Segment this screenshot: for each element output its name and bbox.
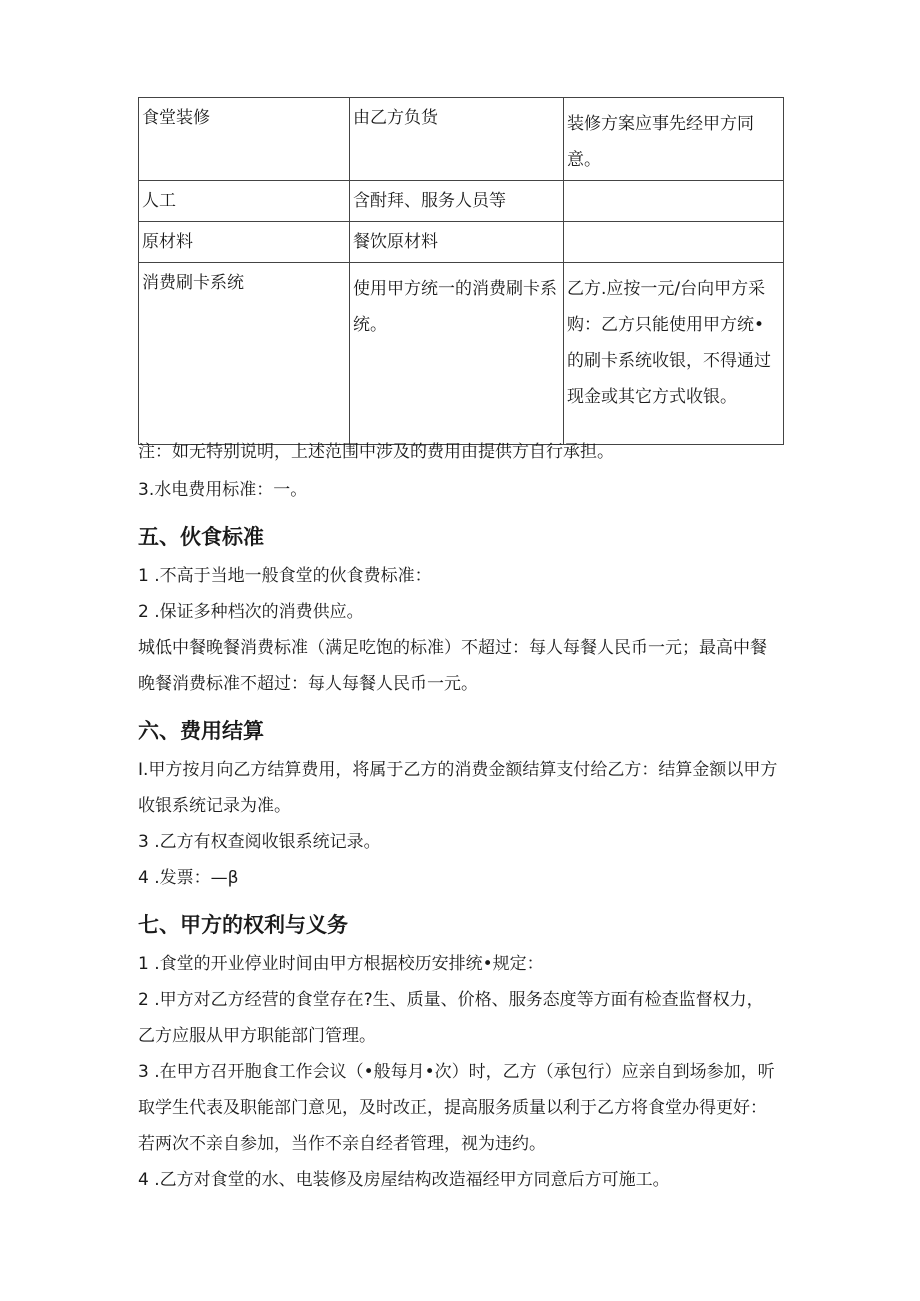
- note-line: 注：如无特别说明，上述范围中涉及的费用由提供方自行承担。: [138, 442, 614, 462]
- scope-table: [138, 97, 784, 445]
- section6-item-4: 4 .发票：—β: [138, 868, 239, 888]
- table-row: [139, 222, 784, 263]
- section6-heading: 六、费用结算: [138, 719, 264, 743]
- section5-item-2: 2 .保证多种档次的消费供应。: [138, 602, 364, 622]
- section5-item-1: 1 .不高于当地一般食堂的伙食费标准：: [138, 566, 432, 586]
- section7-item-4: 4 .乙方对食堂的水、电装修及房屋结构改造福经甲方同意后方可施工。: [138, 1170, 670, 1190]
- table-cell-content: 使用甲方统一的消费刷卡系统。: [350, 263, 564, 445]
- table-cell-item: 人工: [139, 181, 350, 222]
- table-cell-note: 装修方案应事先经甲方同意。: [564, 98, 784, 181]
- table-cell-note: [564, 181, 784, 222]
- section7-heading: 七、甲方的权利与义务: [138, 913, 348, 937]
- section7-item-1: 1 .食堂的开业停业时间由甲方根据校历安排统•规定：: [138, 954, 544, 974]
- table-row: [139, 98, 784, 181]
- section5-heading: 五、伙食标准: [138, 525, 264, 549]
- section7-item-3: 3 .在甲方召开胞食工作会议（•般每月•次）时，乙方（承包行）应亲自到场参加，听取学生代表及职能部门意见，及时改正，提高服务质量以利于乙方将食堂办得更好：若两次不亲自参加，当作不亲自经者管理，视为违约。: [138, 1062, 775, 1154]
- section6-item-1: I.甲方按月向乙方结算费用，将属于乙方的消费金额结算支付给乙方：结算金额以甲方收银系统记录为准。: [138, 760, 778, 816]
- table-cell-note: [564, 222, 784, 263]
- section5-meal-standard: 城低中餐晚餐消费标准（满足吃饱的标准）不超过：每人每餐人民币一元；最高中餐晚餐消费标准不超过：每人每餐人民币一元。: [138, 638, 767, 694]
- table-row: [139, 181, 784, 222]
- section7-item-2: 2 .甲方对乙方经营的食堂存在?生、质量、价格、服务态度等方面有检查监督权力，乙方应服从甲方职能部门管理。: [138, 990, 764, 1046]
- table-cell-content: 含酎拜、服务人员等: [350, 181, 564, 222]
- table-row: [139, 263, 784, 445]
- water-electricity-item: 3.水电费用标准：一。: [138, 480, 308, 500]
- table-cell-content: 由乙方负货: [350, 98, 564, 181]
- table-cell-content: 餐饮原材料: [350, 222, 564, 263]
- table-cell-note: 乙方.应按一元/台向甲方采购：乙方只能使用甲方统•的刷卡系统收银，不得通过现金或其它方式收银。: [564, 263, 784, 445]
- table-cell-item: 消费刷卡系统: [139, 263, 350, 445]
- table-cell-item: 食堂装修: [139, 98, 350, 181]
- table-cell-item: 原材料: [139, 222, 350, 263]
- section6-item-3: 3 .乙方有权查阅收银系统记录。: [138, 832, 381, 852]
